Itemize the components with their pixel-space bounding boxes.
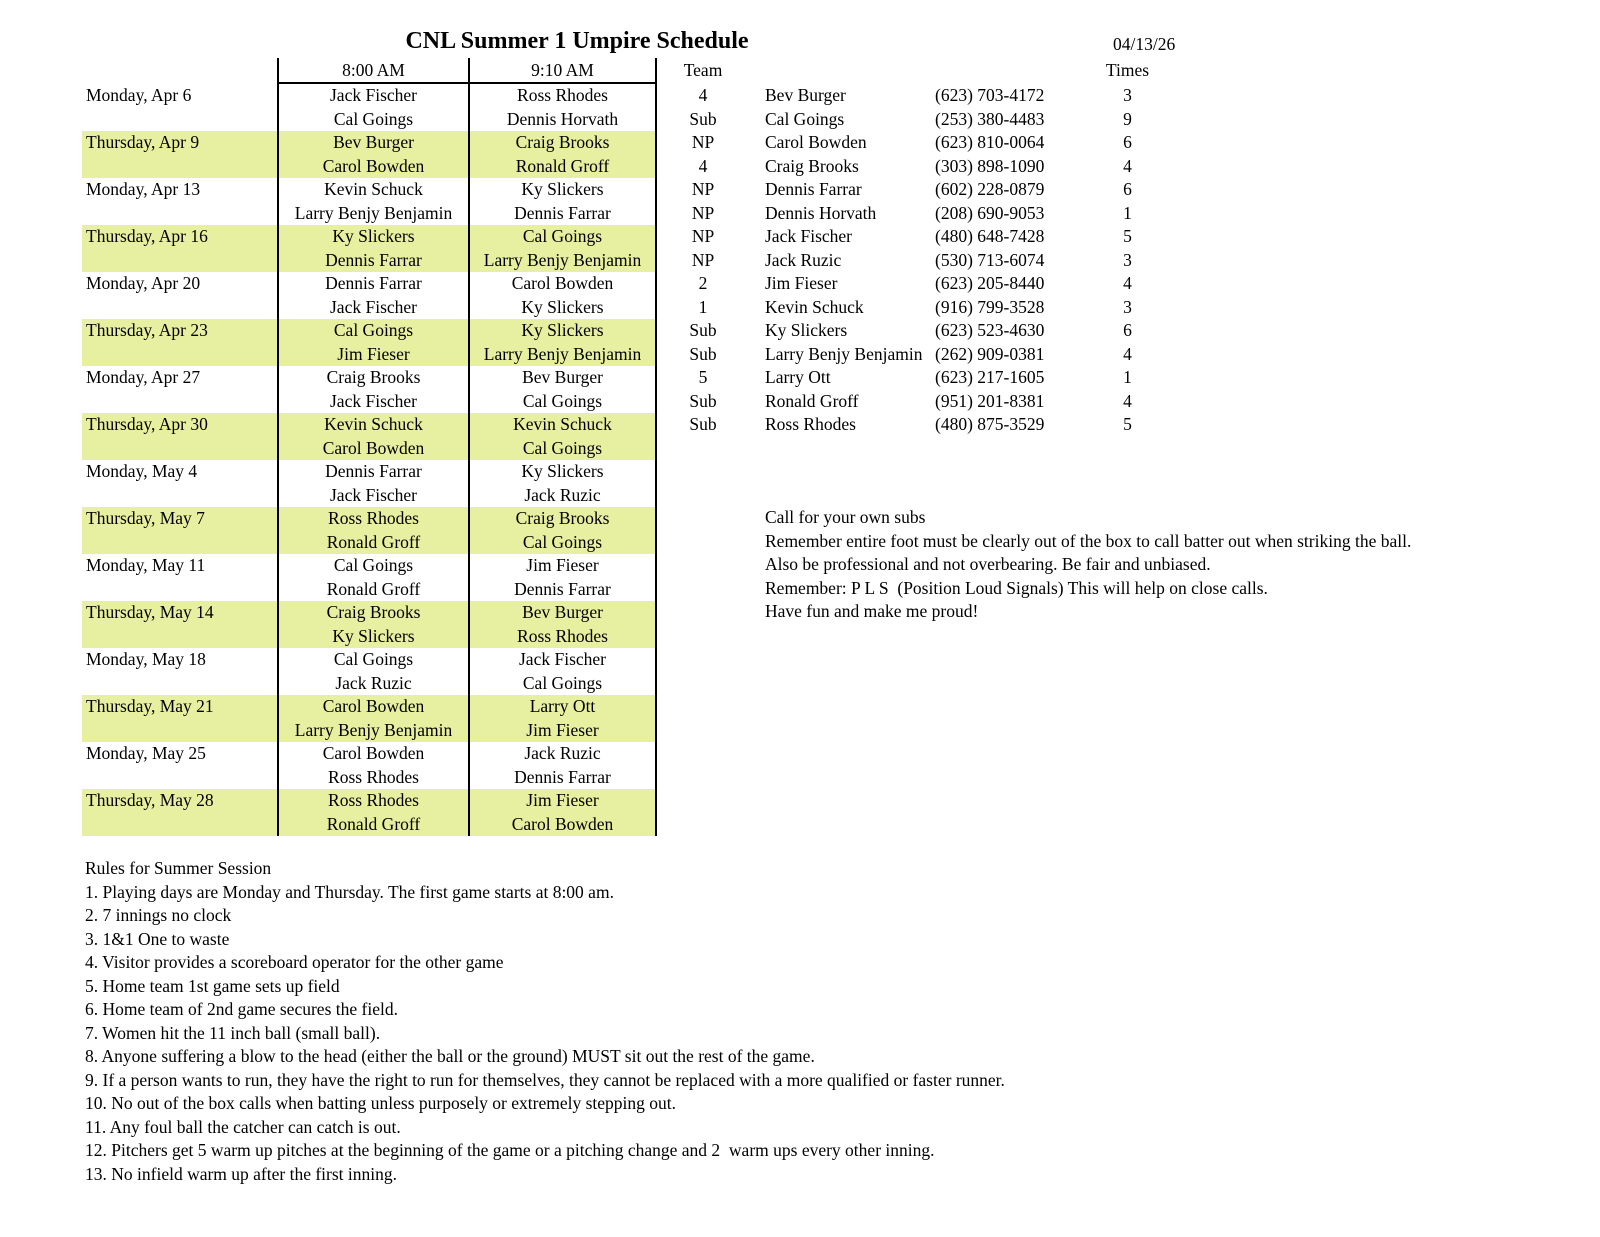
- roster-phone: (208) 690-9053: [935, 202, 1045, 223]
- umpire-name: Jack Ruzic: [524, 743, 601, 763]
- schedule-date-cell: Thursday, Apr 16: [86, 226, 208, 246]
- umpire-name: Carol Bowden: [322, 437, 425, 458]
- roster-team: NP: [691, 226, 715, 246]
- schedule-day-row: [82, 84, 657, 131]
- umpire-name: Ky Slickers: [521, 296, 604, 317]
- umpire-name: Bev Burger: [333, 132, 414, 152]
- umpire-name: Ross Rhodes: [517, 625, 608, 646]
- umpire-name: Jim Fieser: [526, 555, 599, 575]
- roster-row: [658, 413, 1165, 437]
- umpire-name: Dennis Farrar: [514, 578, 611, 599]
- umpire-name: Bev Burger: [522, 602, 603, 622]
- roster-times: 4: [1123, 343, 1132, 364]
- roster-gap: [748, 249, 765, 273]
- umpire-name: Ronald Groff: [326, 531, 421, 552]
- umpire-name: Jim Fieser: [337, 343, 410, 364]
- rule-item: 3. 1&1 One to waste: [85, 928, 230, 949]
- rule-item: 6. Home team of 2nd game secures the field.: [85, 999, 398, 1019]
- umpire-name: Dennis Horvath: [506, 108, 619, 129]
- roster-row: [658, 319, 1165, 343]
- umpire-name: Carol Bowden: [511, 273, 614, 293]
- roster-team: 2: [698, 273, 708, 293]
- page-title: CNL Summer 1 Umpire Schedule: [405, 28, 749, 54]
- team-column-header: Team: [683, 60, 723, 80]
- schedule-date-cell: Thursday, May 28: [86, 790, 214, 810]
- umpire-name: Dennis Farrar: [514, 766, 611, 787]
- roster-team: NP: [691, 249, 715, 270]
- roster-phone: (951) 201-8381: [935, 390, 1045, 411]
- rule-item: 4. Visitor provides a scoreboard operator for the other game: [85, 952, 504, 972]
- roster-gap: [748, 178, 765, 202]
- schedule-date-cell: Monday, Apr 20: [86, 273, 201, 293]
- schedule-date-cell: Monday, May 11: [86, 555, 206, 575]
- umpire-name: Ronald Groff: [326, 578, 421, 599]
- roster-name: Cal Goings: [765, 108, 845, 129]
- umpire-name: Jack Ruzic: [524, 484, 601, 505]
- schedule-slot-800am: [277, 413, 468, 460]
- umpire-name: Jack Fischer: [519, 649, 606, 669]
- schedule-slot-800am: [277, 131, 468, 178]
- roster-phone: (623) 523-4630: [935, 320, 1045, 340]
- roster-row: [658, 131, 1165, 155]
- umpire-name: Jack Ruzic: [335, 672, 412, 693]
- roster-phone: (623) 703-4172: [935, 85, 1045, 105]
- roster-phone: (262) 909-0381: [935, 343, 1045, 364]
- umpire-name: Jim Fieser: [526, 719, 599, 740]
- roster-times: 9: [1123, 108, 1132, 129]
- umpire-name: Cal Goings: [522, 437, 603, 458]
- roster-gap: [748, 413, 765, 437]
- umpire-name: Ross Rhodes: [517, 85, 608, 105]
- document-date: 04/13/26: [1113, 34, 1176, 54]
- schedule-slot-800am: [277, 742, 468, 789]
- roster-team: 1: [698, 296, 708, 317]
- rules-heading: Rules for Summer Session: [85, 858, 272, 878]
- roster-times: 6: [1123, 320, 1132, 340]
- schedule-slot-910am: [468, 84, 657, 131]
- roster-name: Dennis Horvath: [765, 202, 877, 223]
- rule-item: 12. Pitchers get 5 warm up pitches at the beginning of the game or a pitching change and 2 warm ups every other inning.: [85, 1140, 935, 1160]
- roster-gap: [748, 343, 765, 367]
- roster-gap: [748, 58, 765, 84]
- umpire-name: Ky Slickers: [521, 461, 604, 481]
- roster-team: Sub: [689, 320, 717, 340]
- umpire-name: Kevin Schuck: [324, 179, 423, 199]
- roster-gap: [748, 202, 765, 226]
- roster-phone: (602) 228-0879: [935, 179, 1045, 199]
- umpire-name: Ky Slickers: [332, 226, 415, 246]
- phone-column-header: [935, 58, 1090, 84]
- roster-team: Sub: [689, 108, 717, 129]
- roster-header-row: [658, 58, 1165, 84]
- note-line: Remember: P L S (Position Loud Signals) This will help on close calls.: [765, 577, 1268, 598]
- roster-team: Sub: [689, 414, 717, 434]
- rule-item: 10. No out of the box calls when batting unless purposely or extremely stepping out.: [85, 1093, 677, 1113]
- schedule-day-row: [82, 601, 657, 648]
- umpire-name: Cal Goings: [333, 108, 414, 129]
- note-line: Also be professional and not overbearing. Be fair and unbiased.: [765, 554, 1211, 574]
- umpire-name: Jim Fieser: [526, 790, 599, 810]
- roster-times: 1: [1123, 202, 1132, 223]
- rule-item: 8. Anyone suffering a blow to the head (either the ball or the ground) MUST sit out the rest of the game.: [85, 1046, 815, 1066]
- date-column-header: [82, 58, 277, 84]
- schedule-slot-910am: [468, 742, 657, 789]
- schedule-slot-910am: [468, 460, 657, 507]
- times-column-header: Times: [1105, 60, 1150, 80]
- schedule-slot-910am: [468, 695, 657, 742]
- roster-name: Jack Ruzic: [765, 249, 842, 270]
- roster-phone: (303) 898-1090: [935, 155, 1045, 176]
- schedule-date-cell: Monday, May 18: [86, 649, 206, 669]
- schedule-day-row: [82, 742, 657, 789]
- schedule-slot-910am: [468, 789, 657, 836]
- roster-name: Ky Slickers: [765, 320, 848, 340]
- roster-times: 4: [1123, 155, 1132, 176]
- schedule-day-row: [82, 554, 657, 601]
- schedule-slot-910am: [468, 272, 657, 319]
- rule-item: 1. Playing days are Monday and Thursday. The first game starts at 8:00 am.: [85, 881, 614, 902]
- schedule-day-row: [82, 319, 657, 366]
- umpire-name: Carol Bowden: [322, 696, 425, 716]
- schedule-slot-800am: [277, 178, 468, 225]
- umpire-name: Larry Benjy Benjamin: [483, 343, 642, 364]
- roster-name: Dennis Farrar: [765, 179, 862, 199]
- umpire-name: Ky Slickers: [521, 179, 604, 199]
- roster-name: Larry Benjy Benjamin: [765, 343, 923, 364]
- umpire-name: Jack Fischer: [330, 390, 417, 411]
- roster-row: [658, 296, 1165, 320]
- schedule-date-cell: Monday, Apr 13: [86, 179, 201, 199]
- roster-phone: (623) 217-1605: [935, 367, 1045, 387]
- rules-section: [85, 857, 1005, 1186]
- schedule-slot-800am: [277, 554, 468, 601]
- schedule-day-row: [82, 789, 657, 836]
- roster-times: 1: [1123, 367, 1132, 387]
- umpire-roster: [658, 58, 1165, 437]
- schedule-date-cell: Monday, Apr 6: [86, 85, 192, 105]
- notes-section: [765, 506, 1411, 624]
- roster-times: 3: [1123, 296, 1132, 317]
- roster-name: Craig Brooks: [765, 155, 859, 176]
- roster-phone: (480) 875-3529: [935, 414, 1045, 434]
- umpire-name: Jack Fischer: [330, 484, 417, 505]
- schedule-day-row: [82, 225, 657, 272]
- roster-row: [658, 202, 1165, 226]
- umpire-name: Ky Slickers: [521, 320, 604, 340]
- rule-item: 2. 7 innings no clock: [85, 905, 232, 925]
- schedule-slot-800am: [277, 272, 468, 319]
- roster-times: 6: [1123, 179, 1132, 199]
- schedule-day-row: [82, 460, 657, 507]
- umpire-name: Dennis Farrar: [325, 249, 422, 270]
- roster-gap: [748, 84, 765, 108]
- umpire-name: Cal Goings: [522, 672, 603, 693]
- roster-phone: (623) 205-8440: [935, 273, 1045, 293]
- roster-team: NP: [691, 179, 715, 199]
- umpire-name: Ross Rhodes: [328, 766, 419, 787]
- umpire-name: Craig Brooks: [326, 602, 421, 622]
- umpire-name: Cal Goings: [333, 649, 414, 669]
- roster-gap: [748, 131, 765, 155]
- schedule-slot-800am: [277, 648, 468, 695]
- schedule-slot-910am: [468, 225, 657, 272]
- roster-name: Ross Rhodes: [765, 414, 856, 434]
- roster-gap: [748, 272, 765, 296]
- rule-item: 13. No infield warm up after the first inning.: [85, 1163, 398, 1184]
- schedule-date-cell: Thursday, Apr 23: [86, 320, 208, 340]
- roster-team: Sub: [689, 390, 717, 411]
- rules-body: [85, 881, 1005, 1187]
- schedule-slot-800am: [277, 507, 468, 554]
- schedule-date-cell: Thursday, May 7: [86, 508, 205, 528]
- schedule-slot-800am: [277, 319, 468, 366]
- roster-row: [658, 343, 1165, 367]
- schedule-date-cell: Thursday, Apr 9: [86, 132, 200, 152]
- umpire-name: Ronald Groff: [515, 155, 610, 176]
- umpire-name: Larry Benjy Benjamin: [294, 719, 453, 740]
- roster-row: [658, 84, 1165, 108]
- schedule-slot-800am: [277, 789, 468, 836]
- roster-name: Kevin Schuck: [765, 296, 864, 317]
- rule-item: 9. If a person wants to run, they have the right to run for themselves, they cannot be replaced with a more qualified or faster runner.: [85, 1069, 1005, 1090]
- roster-name: Carol Bowden: [765, 132, 867, 152]
- umpire-name: Larry Ott: [529, 696, 596, 716]
- roster-name: Bev Burger: [765, 85, 846, 105]
- name-column-header: [765, 58, 935, 84]
- roster-gap: [748, 155, 765, 179]
- roster-row: [658, 108, 1165, 132]
- roster-phone: (253) 380-4483: [935, 108, 1045, 129]
- roster-name: Jack Fischer: [765, 226, 852, 246]
- schedule-date-cell: Monday, May 4: [86, 461, 198, 481]
- roster-team: NP: [691, 132, 715, 152]
- umpire-name: Cal Goings: [333, 320, 414, 340]
- umpire-name: Ronald Groff: [326, 813, 421, 834]
- schedule-slot-910am: [468, 178, 657, 225]
- schedule-slot-800am: [277, 695, 468, 742]
- schedule-slot-910am: [468, 366, 657, 413]
- roster-row: [658, 272, 1165, 296]
- umpire-name: Ross Rhodes: [328, 508, 419, 528]
- note-line: Call for your own subs: [765, 507, 926, 527]
- umpire-name: Carol Bowden: [511, 813, 614, 834]
- roster-times: 3: [1123, 249, 1132, 270]
- roster-gap: [748, 108, 765, 132]
- umpire-name: Cal Goings: [522, 531, 603, 552]
- schedule-day-row: [82, 272, 657, 319]
- roster-body: [658, 84, 1165, 437]
- schedule-slot-910am: [468, 601, 657, 648]
- schedule-header-row: [82, 58, 657, 84]
- schedule-slot-910am: [468, 648, 657, 695]
- roster-gap: [748, 390, 765, 414]
- roster-times: 3: [1123, 85, 1132, 105]
- roster-row: [658, 390, 1165, 414]
- roster-name: Larry Ott: [765, 367, 831, 387]
- schedule-date-cell: Thursday, Apr 30: [86, 414, 208, 434]
- roster-row: [658, 155, 1165, 179]
- umpire-name: Ky Slickers: [332, 625, 415, 646]
- roster-name: Jim Fieser: [765, 273, 838, 293]
- schedule-day-row: [82, 366, 657, 413]
- schedule-day-row: [82, 413, 657, 460]
- roster-team: NP: [691, 202, 715, 223]
- roster-team: 5: [698, 367, 708, 387]
- schedule-slot-800am: [277, 84, 468, 131]
- roster-gap: [748, 296, 765, 320]
- roster-phone: (916) 799-3528: [935, 296, 1045, 317]
- umpire-name: Cal Goings: [333, 555, 414, 575]
- schedule-slot-800am: [277, 460, 468, 507]
- umpire-name: Kevin Schuck: [324, 414, 423, 434]
- umpire-name: Dennis Farrar: [325, 461, 422, 481]
- schedule-slot-910am: [468, 131, 657, 178]
- schedule-date-cell: Monday, May 25: [86, 743, 206, 763]
- schedule-day-row: [82, 131, 657, 178]
- umpire-name: Cal Goings: [522, 226, 603, 246]
- note-line: Remember entire foot must be clearly out of the box to call batter out when striking the ball.: [765, 530, 1412, 551]
- umpire-name: Craig Brooks: [515, 132, 610, 152]
- roster-phone: (623) 810-0064: [935, 132, 1045, 152]
- umpire-name: Jack Fischer: [330, 296, 417, 317]
- umpire-name: Dennis Farrar: [514, 202, 611, 223]
- umpire-name: Dennis Farrar: [325, 273, 422, 293]
- schedule-date-cell: Thursday, May 21: [86, 696, 214, 716]
- rule-item: 7. Women hit the 11 inch ball (small ball).: [85, 1022, 381, 1043]
- schedule-slot-800am: [277, 601, 468, 648]
- roster-times: 6: [1123, 132, 1132, 152]
- roster-team: 4: [698, 155, 708, 176]
- note-line: Have fun and make me proud!: [765, 601, 979, 621]
- roster-gap: [748, 225, 765, 249]
- umpire-name: Larry Benjy Benjamin: [483, 249, 642, 270]
- umpire-name: Carol Bowden: [322, 743, 425, 763]
- schedule-date-cell: Thursday, May 14: [86, 602, 214, 622]
- schedule-slot-910am: [468, 319, 657, 366]
- schedule-day-row: [82, 178, 657, 225]
- roster-row: [658, 366, 1165, 390]
- roster-phone: (480) 648-7428: [935, 226, 1045, 246]
- umpire-name: Cal Goings: [522, 390, 603, 411]
- schedule-body: [82, 84, 657, 836]
- roster-phone: (530) 713-6074: [935, 249, 1045, 270]
- schedule-date-cell: Monday, Apr 27: [86, 367, 201, 387]
- roster-gap: [748, 366, 765, 390]
- schedule-table: [82, 58, 657, 836]
- roster-times: 4: [1123, 390, 1132, 411]
- umpire-name: Ross Rhodes: [328, 790, 419, 810]
- umpire-name: Craig Brooks: [515, 508, 610, 528]
- roster-times: 5: [1123, 226, 1132, 246]
- roster-times: 5: [1123, 414, 1132, 434]
- roster-row: [658, 225, 1165, 249]
- rule-item: 11. Any foul ball the catcher can catch is out.: [85, 1116, 401, 1137]
- schedule-slot-910am: [468, 413, 657, 460]
- roster-times: 4: [1123, 273, 1132, 293]
- roster-team: Sub: [689, 343, 717, 364]
- umpire-name: Larry Benjy Benjamin: [294, 202, 453, 223]
- roster-row: [658, 249, 1165, 273]
- roster-team: 4: [698, 85, 708, 105]
- roster-row: [658, 178, 1165, 202]
- time-header-910am: 9:10 AM: [468, 58, 657, 84]
- roster-name: Ronald Groff: [765, 390, 859, 411]
- time-header-800am: 8:00 AM: [277, 58, 468, 84]
- umpire-name: Craig Brooks: [326, 367, 421, 387]
- umpire-name: Jack Fischer: [330, 85, 417, 105]
- schedule-slot-910am: [468, 554, 657, 601]
- umpire-name: Kevin Schuck: [513, 414, 612, 434]
- roster-gap: [748, 319, 765, 343]
- umpire-name: Bev Burger: [522, 367, 603, 387]
- schedule-day-row: [82, 695, 657, 742]
- schedule-slot-800am: [277, 225, 468, 272]
- schedule-day-row: [82, 507, 657, 554]
- schedule-day-row: [82, 648, 657, 695]
- schedule-slot-910am: [468, 507, 657, 554]
- umpire-name: Carol Bowden: [322, 155, 425, 176]
- rule-item: 5. Home team 1st game sets up field: [85, 975, 340, 996]
- schedule-slot-800am: [277, 366, 468, 413]
